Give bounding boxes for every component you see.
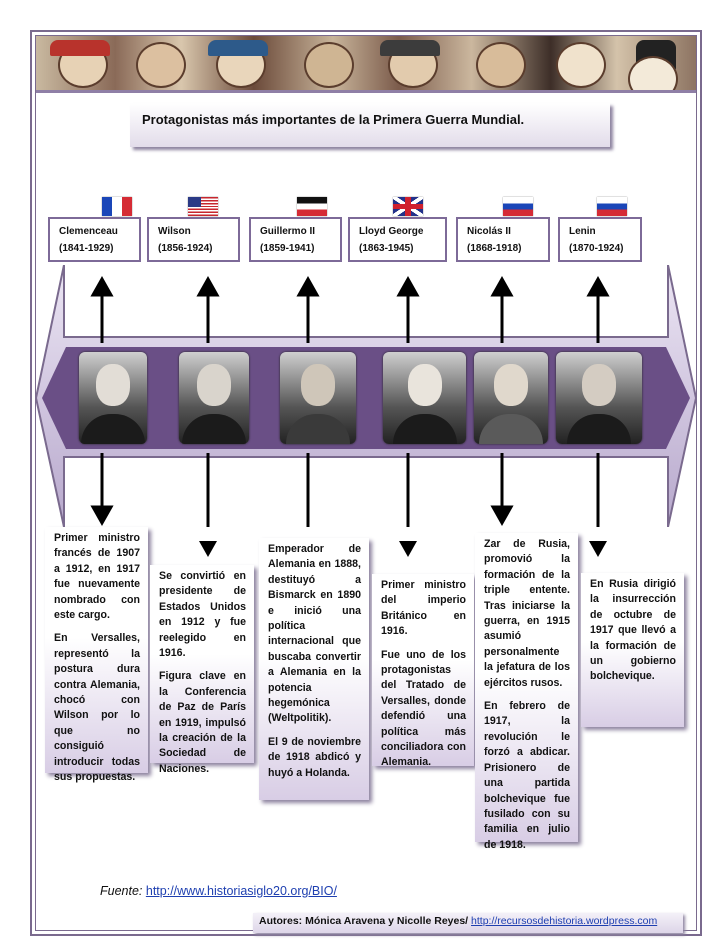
name-box-lloyd-george xyxy=(348,217,447,262)
description-text: Primer ministro francés de 1907 a 1912, en 1917 fue nuevamente nombrado con este cargo. xyxy=(54,532,140,622)
portrait-nicolas xyxy=(474,352,548,444)
description-lenin xyxy=(581,573,684,727)
description-nicolas xyxy=(475,533,578,851)
person-years: (1841-1929) xyxy=(59,243,114,254)
person-name: Guillermo II xyxy=(260,226,316,237)
usa-flag-icon xyxy=(188,197,218,216)
description-text: Emperador de Alemania en 1888, destituyó a Bismarck en 1890 e inició una política internacional que buscaba convertir a Alemania en la potencia hegemónica (Weltpolitik). xyxy=(268,543,361,725)
header-divider xyxy=(36,90,696,93)
person-years: (1868-1918) xyxy=(467,243,522,254)
german-empire-flag-icon xyxy=(297,197,327,216)
person-years: (1870-1924) xyxy=(569,243,624,254)
russia-flag-icon xyxy=(597,197,627,216)
description-clemenceau xyxy=(45,527,148,784)
name-box-clemenceau xyxy=(48,217,141,262)
source-label: Fuente: xyxy=(100,884,143,898)
name-box-lenin xyxy=(558,217,642,262)
description-text: El 9 de noviembre de 1918 abdicó y huyó a Holanda. xyxy=(268,735,361,779)
portrait-clemenceau xyxy=(79,352,147,444)
description-text: Zar de Rusia, promovió la formación de la triple entente. Tras iniciarse la guerra, en 1915 asumió personalmente la jefatura de los ejércitos rusos. xyxy=(484,538,570,689)
description-text: En Versalles, representó la postura dura contra Alemania, chocó con Wilson por lo que no consiguió introducir todas sus propuestas. xyxy=(54,632,140,784)
russia-flag-icon xyxy=(503,197,533,216)
title-box xyxy=(130,103,610,147)
portrait-lloyd-george xyxy=(383,352,466,444)
portrait-guillermo xyxy=(280,352,356,444)
description-text: Fue uno de los protagonistas del Tratado de Versalles, donde defendió una política más conciliadora con Alemania. xyxy=(381,648,466,769)
description-text: En Rusia dirigió la insurrección de octubre de 1917 que llevó a la formación de un gobierno bolchevique. xyxy=(590,578,676,683)
person-name: Lloyd George xyxy=(359,226,424,237)
description-guillermo xyxy=(259,538,369,800)
authors-link[interactable]: http://recursosdehistoria.wordpress.com xyxy=(471,915,658,927)
person-name: Nicolás II xyxy=(467,226,511,237)
description-wilson xyxy=(150,565,254,775)
authors-label: Autores: Mónica Aravena y Nicolle Reyes/ xyxy=(259,915,472,927)
name-box-nicolas xyxy=(456,217,550,262)
source-line xyxy=(100,884,337,898)
page-title: Protagonistas más importantes de la Primera Guerra Mundial. xyxy=(142,112,525,127)
portrait-lenin xyxy=(556,352,642,444)
description-lloyd-george xyxy=(372,574,474,769)
header-collage-image xyxy=(36,36,696,90)
authors-bar xyxy=(253,913,683,933)
description-text: Figura clave en la Conferencia de Paz de París en 1919, impulsó la creación de la Sociedad de Naciones. xyxy=(159,670,246,775)
person-name: Clemenceau xyxy=(59,226,118,237)
person-years: (1856-1924) xyxy=(158,243,213,254)
france-flag-icon xyxy=(102,197,132,216)
person-years: (1863-1945) xyxy=(359,243,414,254)
person-name: Lenin xyxy=(569,226,596,237)
uk-flag-icon xyxy=(393,197,423,216)
portrait-wilson xyxy=(179,352,249,444)
description-text: Primer ministro del imperio Británico en 1916. xyxy=(381,579,466,638)
description-text: En febrero de 1917, la revolución le forzó a abdicar. Prisionero de una partida bolchevique fue fusilado con su familia en julio de 1918. xyxy=(484,700,570,851)
name-box-wilson xyxy=(147,217,240,262)
person-name: Wilson xyxy=(158,226,191,237)
name-box-guillermo xyxy=(249,217,342,262)
description-text: Se convirtió en presidente de Estados Unidos en 1912 y fue reelegido en 1916. xyxy=(159,570,246,660)
person-years: (1859-1941) xyxy=(260,243,315,254)
source-link[interactable]: http://www.historiasiglo20.org/BIO/ xyxy=(145,884,337,898)
